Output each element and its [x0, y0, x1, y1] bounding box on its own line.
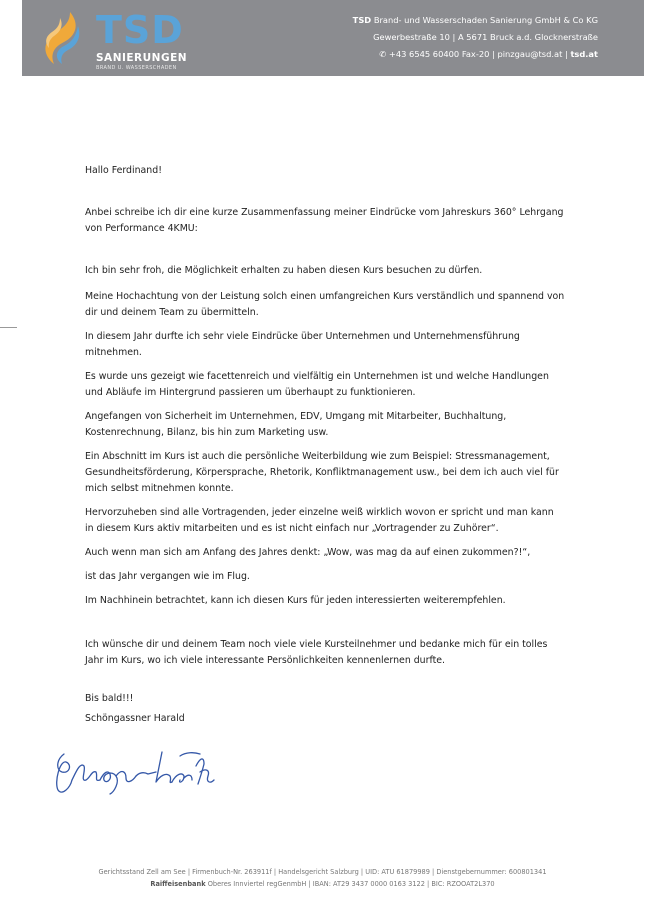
- company-name: TSD Brand- und Wasserschaden Sanierung GmbH & Co KG: [352, 15, 598, 25]
- letter-body: [85, 163, 565, 727]
- logo-subtitle: SANIERUNGEN: [96, 52, 188, 64]
- paragraph: ist das Jahr vergangen wie im Flug.: [85, 571, 250, 582]
- fold-mark: [0, 327, 17, 328]
- paragraph: Es wurde uns gezeigt wie facettenreich und vielfältig ein Unternehmen ist und welche Handlungen und Abläufe im Hintergrund passieren um überhaupt zu funktionieren.: [85, 371, 549, 398]
- paragraph: Hervorzuheben sind alle Vortragenden, jeder einzelne weiß wirklich wovon er spricht und man kann in diesem Kurs aktiv mitarbeiten und es ist nicht einfach nur „Vortragender zu Zuhörer“.: [85, 507, 554, 534]
- farewell: Bis bald!!!: [85, 693, 134, 704]
- phone-icon: ✆: [379, 49, 387, 59]
- company-website: tsd.at: [570, 49, 598, 59]
- greeting: Hallo Ferdinand!: [85, 165, 162, 176]
- footer-bank: Raiffeisenbank Oberes Innviertel regGenmbH | IBAN: AT29 3437 0000 0163 3122 | BIC: RZOOAT2L370: [150, 880, 495, 888]
- company-contact: ✆ +43 6545 60400 Fax-20 | pinzgau@tsd.at | tsd.at: [379, 49, 598, 59]
- closing-paragraph: Ich wünsche dir und deinem Team noch viele viele Kursteilnehmer und bedanke mich für ein tolles Jahr im Kurs, wo ich viele interessante Persönlichkeiten kennenlernen durfte.: [85, 639, 548, 666]
- flame-logo-icon: [40, 10, 86, 66]
- handwritten-signature: [50, 742, 220, 798]
- paragraph: Anbei schreibe ich dir eine kurze Zusammenfassung meiner Eindrücke vom Jahreskurs 360° Lehrgang von Performance 4KMU:: [85, 207, 564, 234]
- logo-wordmark: TSD: [96, 8, 184, 52]
- company-address: Gewerbestraße 10 | A 5671 Bruck a.d. Glocknerstraße: [373, 32, 598, 42]
- paragraph: Angefangen von Sicherheit im Unternehmen, EDV, Umgang mit Mitarbeiter, Buchhaltung, Kostenrechnung, Bilanz, bis hin zum Marketing usw.: [85, 411, 507, 438]
- paragraph: Ich bin sehr froh, die Möglichkeit erhalten zu haben diesen Kurs besuchen zu dürfen.: [85, 265, 483, 276]
- letter-footer: [0, 866, 645, 890]
- sender-name: Schöngassner Harald: [85, 713, 185, 724]
- paragraph: Ein Abschnitt im Kurs ist auch die persönliche Weiterbildung wie zum Beispiel: Stressmanagement, Gesundheitsförderung, Körpersprache, Rhetorik, Konfliktmanagement usw., bei dem ich auch viel für mich selbst mitnehmen konnte.: [85, 451, 559, 494]
- paragraph: Meine Hochachtung von der Leistung solch einen umfangreichen Kurs verständlich und spannend von dir und deinem Team zu übermitteln.: [85, 291, 565, 318]
- footer-legal: Gerichtsstand Zell am See | Firmenbuch-Nr. 263911f | Handelsgericht Salzburg | UID: ATU 61879989 | Dienstgebernummer: 600801341: [98, 868, 547, 876]
- paragraph: In diesem Jahr durfte ich sehr viele Eindrücke über Unternehmen und Unternehmensführung mitnehmen.: [85, 331, 520, 358]
- logo-tagline: BRAND U. WASSERSCHADEN: [96, 65, 177, 71]
- company-info: [353, 12, 598, 63]
- paragraph: Auch wenn man sich am Anfang des Jahres denkt: „Wow, was mag da auf einen zukommen?!“,: [85, 547, 531, 558]
- paragraph: Im Nachhinein betrachtet, kann ich diesen Kurs für jeden interessierten weiterempfehlen.: [85, 595, 506, 606]
